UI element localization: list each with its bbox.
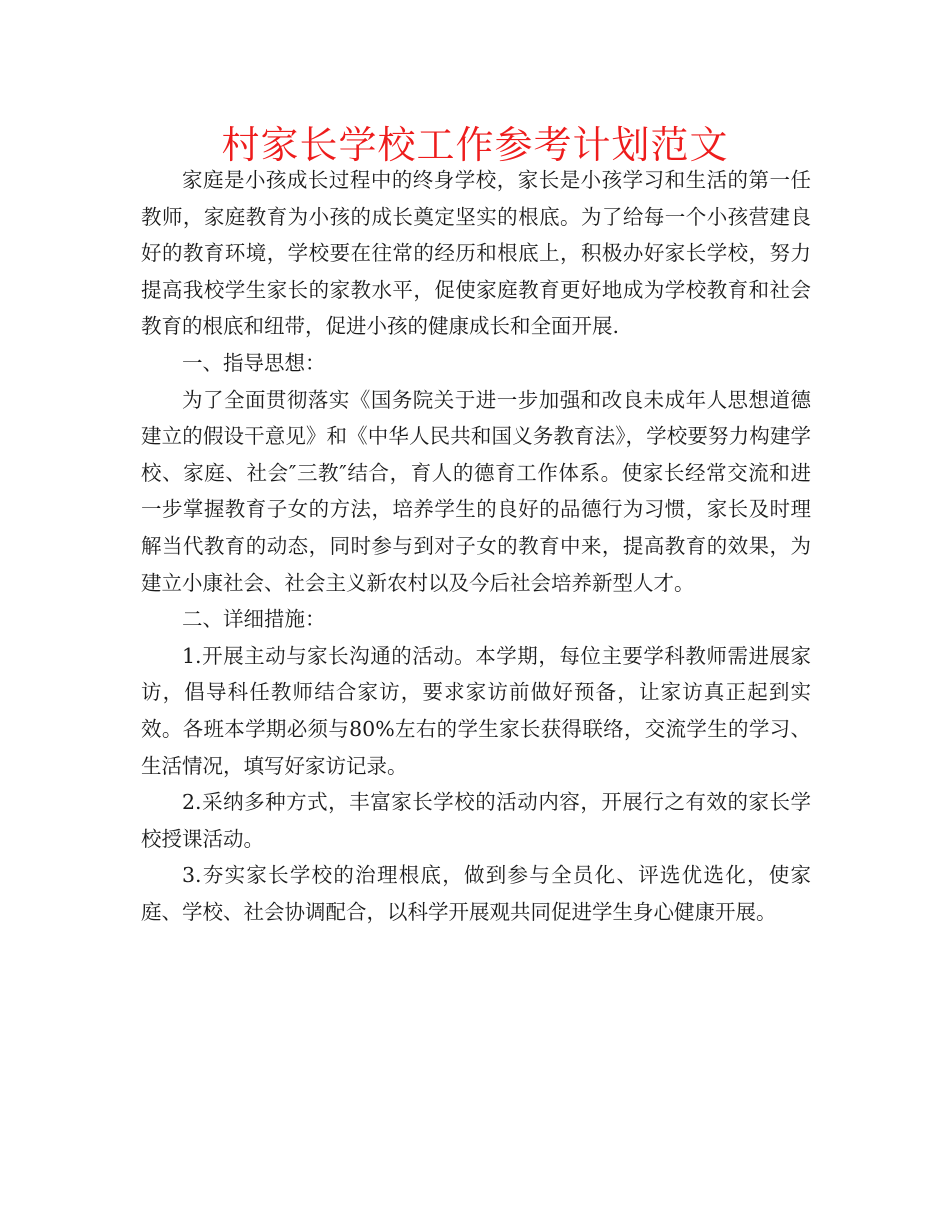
intro-paragraph: 家庭是小孩成长过程中的终身学校，家长是小孩学习和生活的第一任教师，家庭教育为小孩的成长奠定坚实的根底。为了给每一个小孩营建良好的教育环境，学校要在往常的经历和根底上，积极办好家长学校，努力提高我校学生家长的家教水平，促使家庭教育更好地成为学校教育和社会教育的根底和纽带，促进小孩的健康成长和全面开展. <box>141 168 811 339</box>
measure-item-2: 2.采纳多种方式，丰富家长学校的活动内容，开展行之有效的家长学校授课活动。 <box>141 790 811 851</box>
section-heading-guiding-thought: 一、指导思想： <box>182 350 326 375</box>
section-heading-detailed-measures: 二、详细措施： <box>182 607 326 632</box>
measure-item-3: 3.夯实家长学校的治理根底，做到参与全员化、评选优选化，使家庭、学校、社会协调配合，以科学开展观共同促进学生身心健康开展。 <box>141 863 811 924</box>
document-body <box>141 162 811 930</box>
measure-item-1: 1.开展主动与家长沟通的活动。本学期，每位主要学科教师需进展家访，倡导科任教师结合家访，要求家访前做好预备，让家访真正起到实效。各班本学期必须与80%左右的学生家长获得联络，交流学生的学习、生活情况，填写好家访记录。 <box>141 643 811 778</box>
document-title: 村家长学校工作参考计划范文 <box>221 123 729 167</box>
guiding-thought-paragraph: 为了全面贯彻落实《国务院关于进一步加强和改良未成年人思想道德建立的假设干意见》和《中华人民共和国义务教育法》，学校要努力构建学校、家庭、社会″三教″结合，育人的德育工作体系。使家长经常交流和进一步掌握教育子女的方法，培养学生的良好的品德行为习惯，家长及时理解当代教育的动态，同时参与到对子女的教育中来，提高教育的效果，为建立小康社会、社会主义新农村以及今后社会培养新型人才。 <box>141 387 811 595</box>
